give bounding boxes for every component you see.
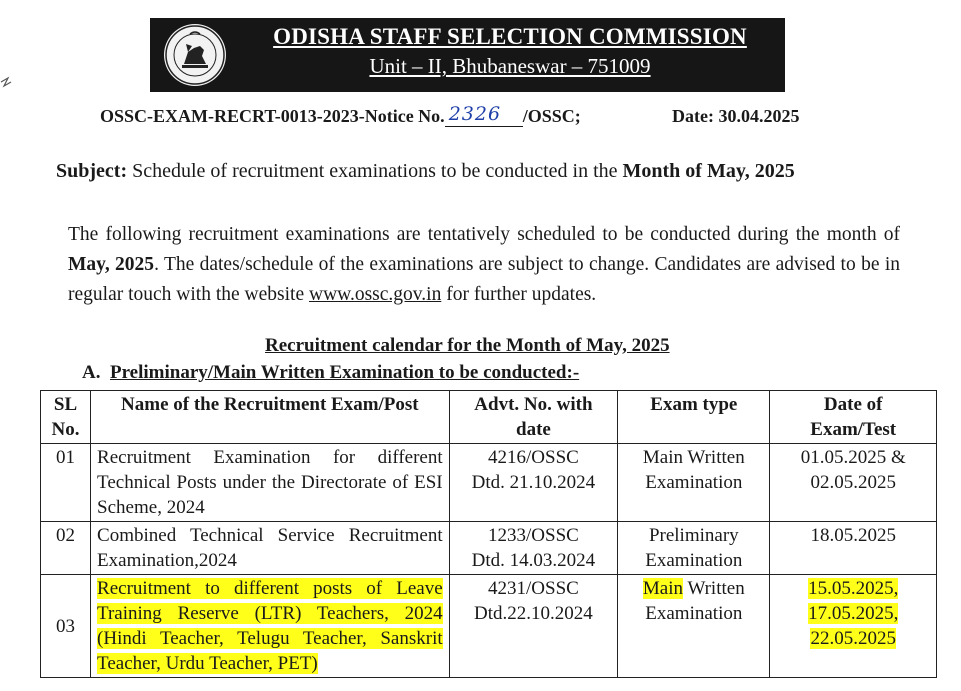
table-row: [41, 575, 937, 678]
subject-line: [56, 160, 916, 183]
highlighted-date: 17.05.2025,: [808, 603, 899, 624]
table-row: [41, 522, 937, 575]
row-exam-type: Main Written Examination: [618, 444, 770, 522]
table-row: [41, 444, 937, 522]
header-exam-date: Date of Exam/Test: [770, 391, 937, 444]
exam-schedule-table: [40, 390, 937, 678]
notice-number-handwritten: 2326: [448, 103, 502, 125]
row-sl-no: 03: [41, 575, 91, 678]
notice-number: [445, 103, 523, 127]
highlighted-exam-name: Recruitment to different posts of Leave Training Reserve (LTR) Teachers, 2024 (Hindi Teacher, Telugu Teacher, Sanskrit Teacher, Urdu Teacher, PET): [97, 578, 443, 674]
organization-unit-address: Unit – II, Bhubaneswar – 751009: [369, 54, 651, 78]
row-exam-date: 01.05.2025 & 02.05.2025: [770, 444, 937, 522]
table-header-row: [41, 391, 937, 444]
row-advt-no: 1233/OSSC Dtd. 14.03.2024: [449, 522, 618, 575]
row-sl-no: 01: [41, 444, 91, 522]
row-exam-type: Preliminary Examination: [618, 522, 770, 575]
row-advt-no: 4216/OSSC Dtd. 21.10.2024: [449, 444, 618, 522]
highlighted-date: 15.05.2025,: [808, 578, 899, 599]
subject-month: Month of May, 2025: [622, 160, 795, 182]
notice-date-value: 30.04.2025: [718, 106, 800, 126]
odisha-state-emblem-icon: [164, 24, 226, 86]
row-sl-no: 02: [41, 522, 91, 575]
calendar-title: Recruitment calendar for the Month of May, 2025: [265, 335, 670, 356]
intro-paragraph: The following recruitment examinations are tentatively scheduled to be conducted during the month of May, 2025. The dates/schedule of the examinations are subject to change. Candidates are advised to be in regular touch with the website www.ossc.gov.in for further updates.: [68, 224, 900, 305]
margin-mark-icon: [0, 70, 14, 90]
row-advt-no: 4231/OSSC Dtd.22.10.2024: [449, 575, 618, 678]
notice-ref-suffix: /OSSC;: [522, 106, 581, 126]
row-exam-date: 18.05.2025: [770, 522, 937, 575]
header-sl-no: SL No.: [41, 391, 91, 444]
row-exam-name: Recruitment Examination for different Technical Posts under the Directorate of ESI Scheme, 2024: [91, 444, 450, 522]
subject-label: Subject:: [56, 160, 128, 182]
row-exam-type: Main Written Examination: [618, 575, 770, 678]
letterhead: [150, 18, 785, 92]
section-a-heading: A. Preliminary/Main Written Examination to be conducted:-: [82, 362, 580, 383]
notice-reference: [100, 103, 860, 127]
row-exam-name: Combined Technical Service Recruitment Examination,2024: [91, 522, 450, 575]
row-exam-name: [91, 575, 450, 678]
highlighted-date: 22.05.2025: [810, 628, 896, 649]
header-exam-name: Name of the Recruitment Exam/Post: [91, 391, 450, 444]
header-exam-type: Exam type: [618, 391, 770, 444]
subject-text: Schedule of recruitment examinations to be conducted in the: [132, 160, 618, 182]
notice-date: Date: 30.04.2025: [672, 106, 800, 126]
row-exam-date: [770, 575, 937, 678]
highlighted-exam-type: Main: [642, 578, 684, 599]
header-advt-no: Advt. No. with date: [449, 391, 618, 444]
website-link[interactable]: www.ossc.gov.in: [308, 284, 442, 305]
notice-ref-prefix: OSSC-EXAM-RECRT-0013-2023-Notice No.: [100, 106, 445, 126]
organization-name: ODISHA STAFF SELECTION COMMISSION: [273, 24, 747, 49]
